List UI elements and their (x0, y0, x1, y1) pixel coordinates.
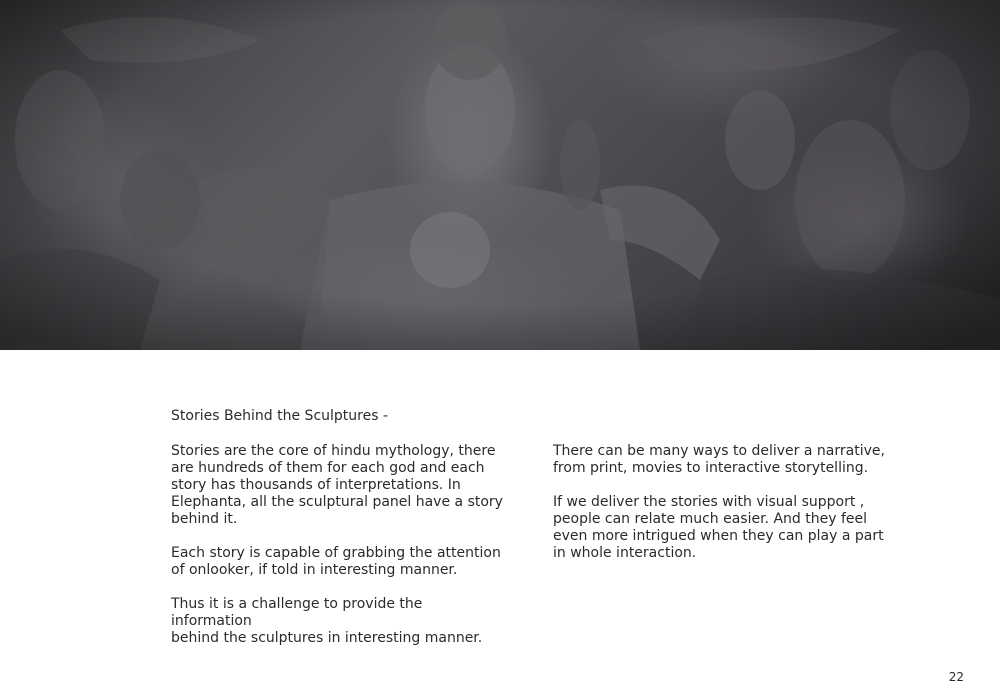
paragraph: Thus it is a challenge to provide the information behind the sculptures in interesting manner. (171, 596, 483, 646)
paragraph: If we deliver the stories with visual support , people can relate much easier. And they feel even more intrigued when they can play a part in whole interaction. (553, 494, 884, 561)
left-column (171, 443, 507, 664)
paragraph: There can be many ways to deliver a narrative, from print, movies to interactive storytelling. (553, 443, 885, 476)
paragraph: Each story is capable of grabbing the attention of onlooker, if told in interesting manner. (171, 545, 501, 578)
paragraph: Stories are the core of hindu mythology, there are hundreds of them for each god and each story has thousands of interpretations. In Elephanta, all the sculptural panel have a story behind it. (171, 443, 503, 527)
article (171, 408, 931, 664)
article-columns (171, 443, 931, 664)
article-heading: Stories Behind the Sculptures - (171, 408, 389, 424)
page-number: 22 (948, 670, 964, 684)
right-column (553, 443, 889, 664)
